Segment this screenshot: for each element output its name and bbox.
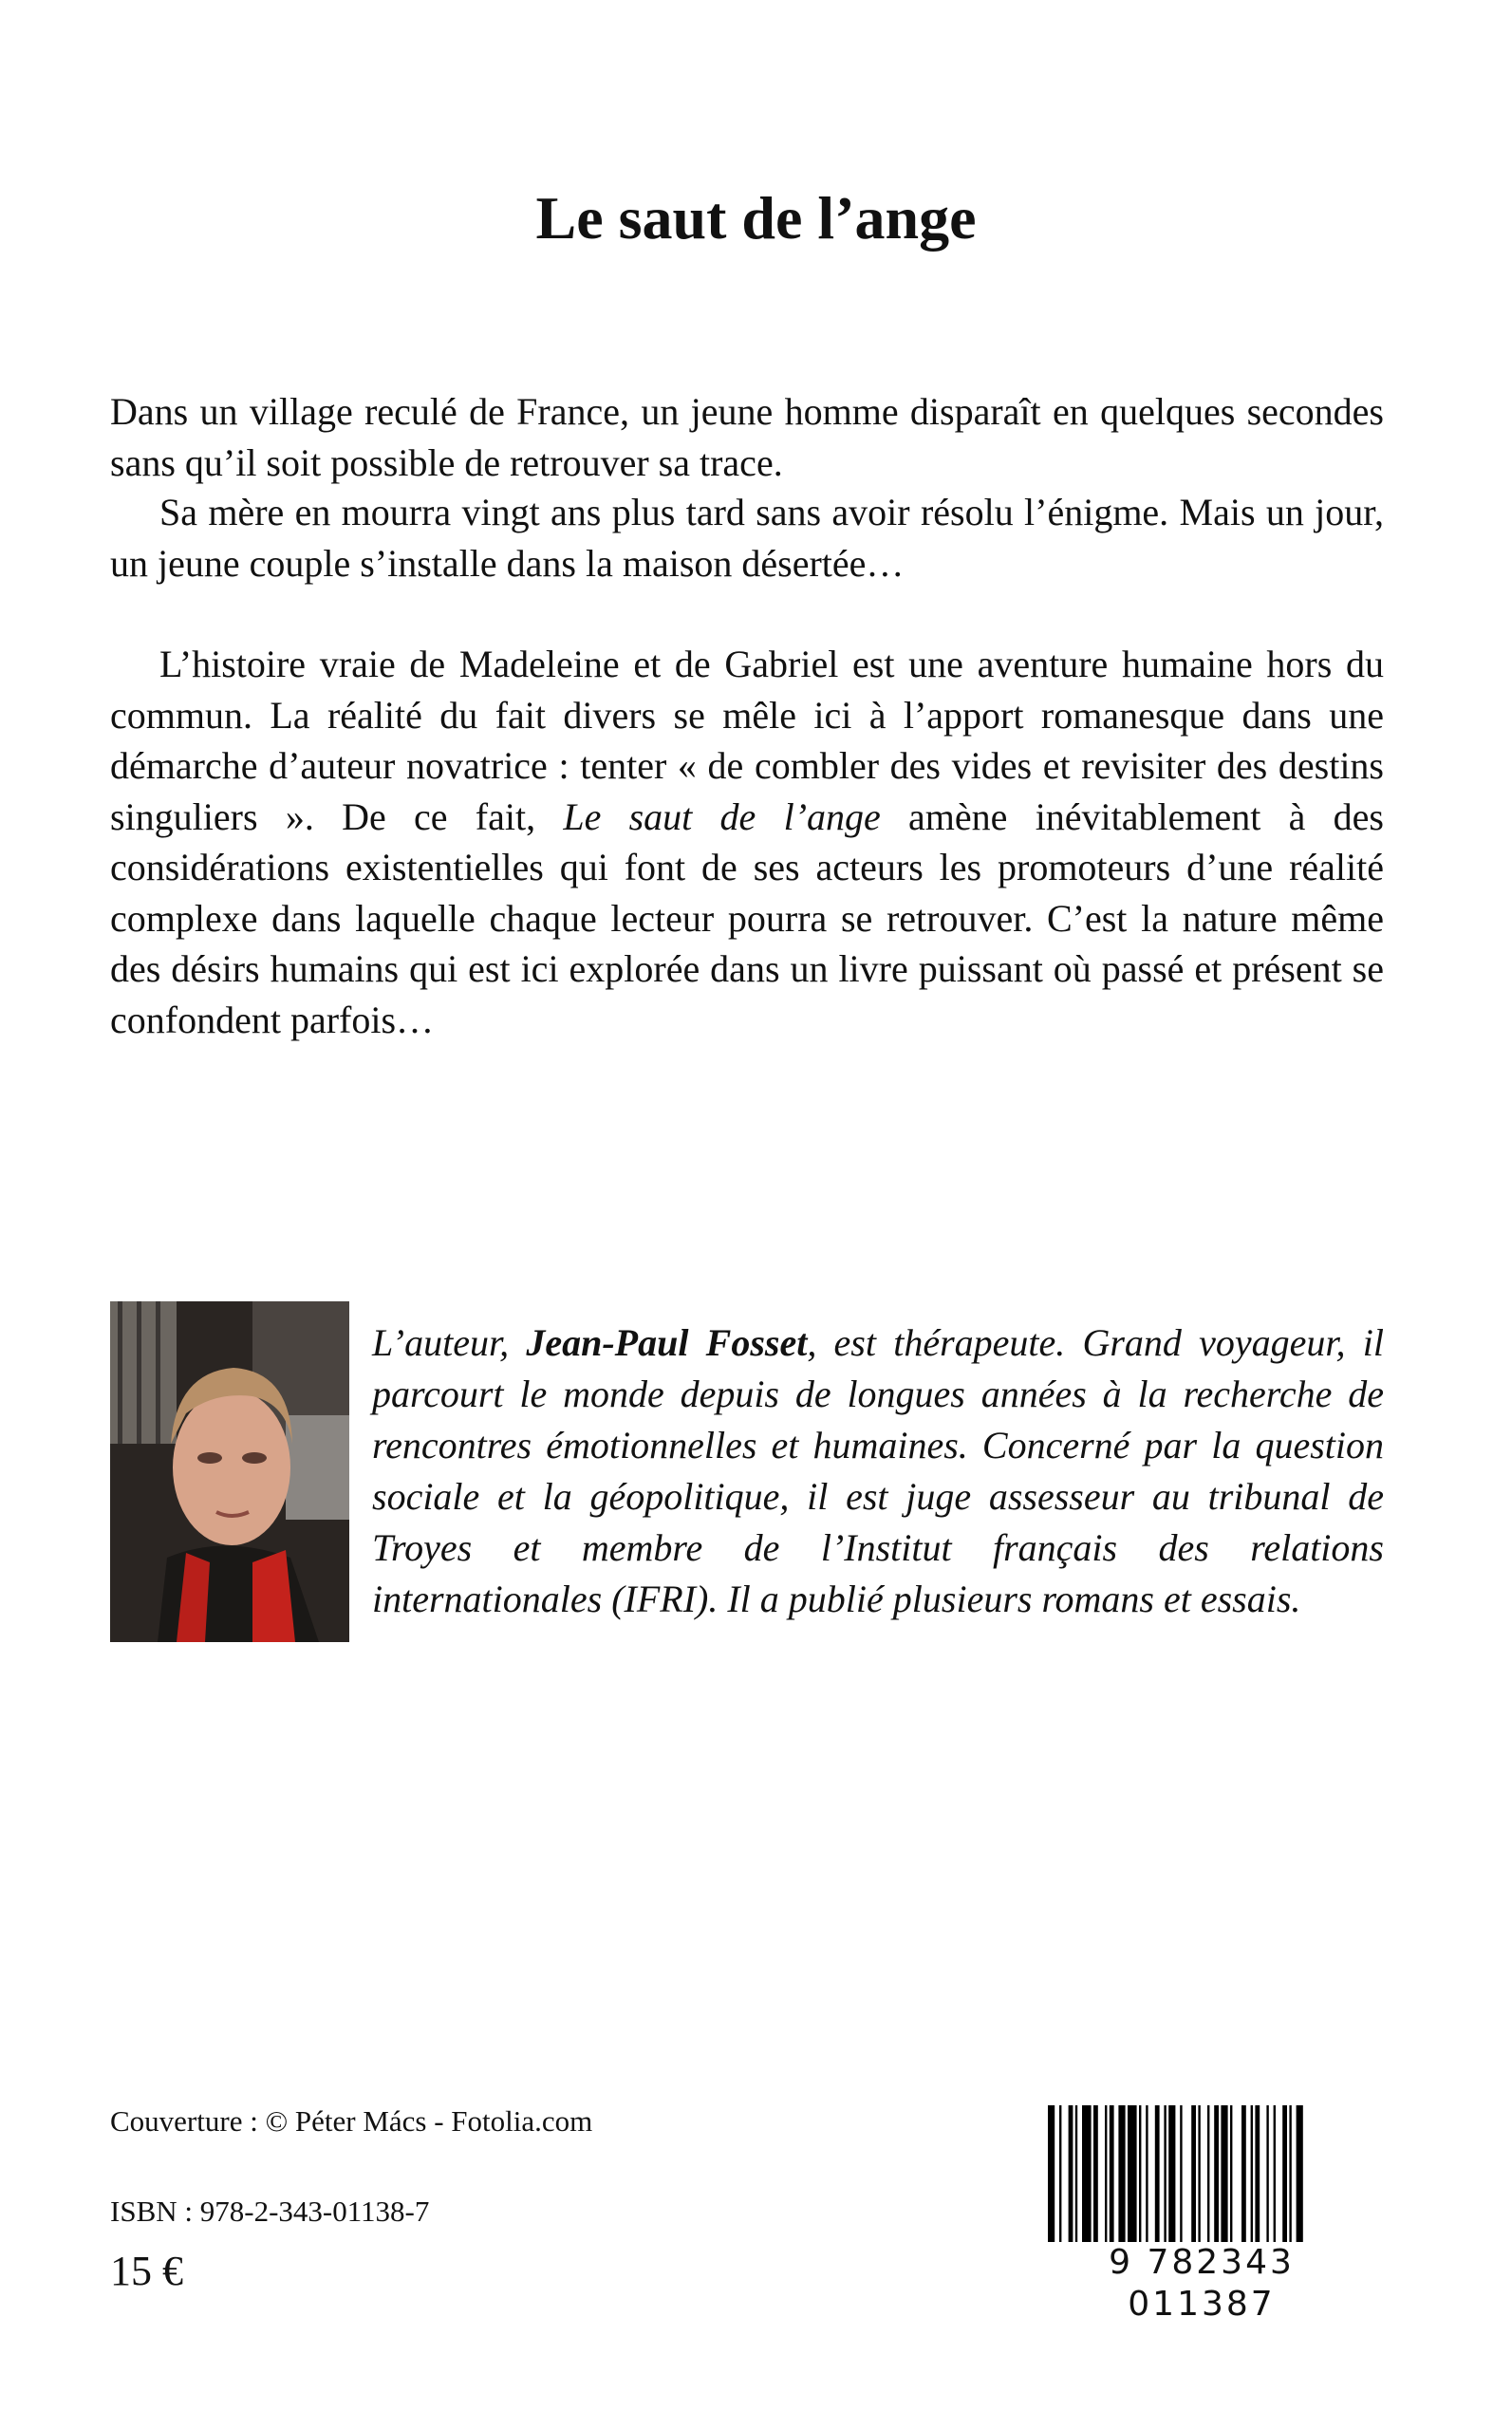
cover-credit: Couverture : © Péter Mács - Fotolia.com [110, 2104, 593, 2138]
barcode-digits: 9 782343 011387 [1046, 2242, 1357, 2326]
blurb-paragraph-3-end: amène inévitablement à des considérations existentielles qui font de ses acteurs les promoteurs d’une réalité complexe dans laquelle chaque lecteur pourra se retrouver. C’est la nature même des désirs humains qui est ici explorée dans un livre puissant où passé et présent se confondent parfois… [110, 794, 1384, 1041]
author-bio-prefix: L’auteur, [372, 1321, 527, 1364]
book-title-reference: Le saut de l’ange [563, 794, 881, 838]
blurb-paragraph-2: Sa mère en mourra vingt ans plus tard sans avoir résolu l’énigme. Mais un jour, un jeune couple s’installe dans la maison désertée… [110, 491, 1384, 585]
author-photo [110, 1301, 349, 1642]
price: 15 € [110, 2248, 183, 2294]
blurb-paragraph-3 [110, 639, 1384, 1045]
blurb-paragraph-3-start: L’histoire vraie de Madeleine et de Gabriel est une aventure humaine hors du commun. La réalité du fait divers se mêle ici à l’apport romanesque dans une démarche d’auteur novatrice : tenter « de combler des vides et revisiter des destins singuliers ». De ce fait, [110, 643, 1384, 838]
isbn: ISBN : 978-2-343-01138-7 [110, 2195, 430, 2228]
author-name: Jean-Paul Fosset [526, 1321, 808, 1364]
book-title: Le saut de l’ange [535, 184, 977, 252]
author-bio [372, 1317, 1384, 1625]
author-bio-text: , est thérapeute. Grand voyageur, il parcourt le monde depuis de longues années à la recherche de rencontres émotionnelles et humaines. Concerné par la question sociale et la géopolitique, il est juge assesseur au tribunal de Troyes et membre de l’Institut français des relations internationales (IFRI). Il a publié plusieurs romans et essais. [372, 1321, 1384, 1620]
blurb-paragraph-1: Dans un village reculé de France, un jeune homme disparaît en quelques secondes sans qu’il soit possible de retrouver sa trace. [110, 390, 1384, 484]
